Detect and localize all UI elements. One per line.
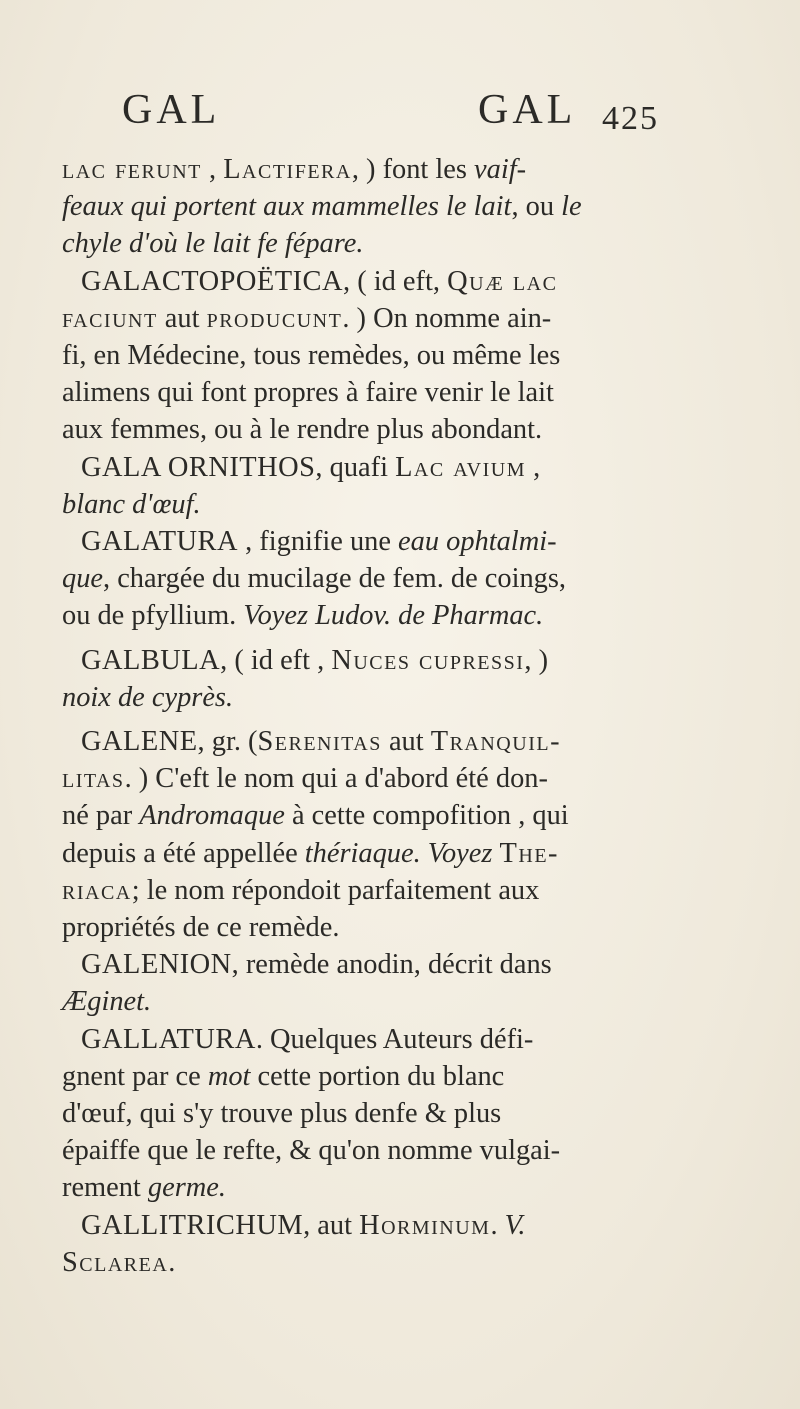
text-line [62,449,688,486]
text-line [62,760,688,797]
text-segment: , ) font les [351,154,475,185]
text-line [62,679,688,716]
headword: GALLITRICHUM [81,1209,304,1241]
text-segment: gnent par ce [62,1060,208,1092]
text-line [62,835,688,872]
text-segment: aut [381,726,431,758]
text-line [62,263,688,300]
text-segment: , ou [511,191,562,223]
text-segment: . ) C'eft le nom qui a d'abord été don- [124,763,548,795]
headword: GALENE [81,726,198,758]
text-line [62,983,688,1020]
text-segment: que [62,563,103,595]
page-number: 425 [602,100,659,137]
text-line [62,225,688,262]
text-segment: aut [157,302,207,334]
text-segment: , gr. ( [197,726,258,758]
text-segment: fi, en Médecine, tous remèdes, ou même les [62,340,561,372]
text-line [62,486,688,523]
headword: GALBULA [81,644,221,676]
text-segment: Nuces cupressi [331,644,525,676]
text-segment: propriétés de ce remède. [62,912,340,944]
dictionary-entry [62,723,688,946]
text-segment: d'œuf, qui s'y trouve plus denfe & plus [62,1098,502,1130]
text-segment: cette portion du blanc [250,1060,505,1092]
dictionary-entry [62,642,688,716]
text-segment: . [168,1246,176,1278]
text-line [62,1207,688,1244]
text-line [62,946,688,983]
text-segment: V. [504,1209,526,1241]
text-segment: feaux qui portent aux mammelles le lait [62,191,512,223]
text-segment: Æginet. [62,986,152,1018]
text-segment: Quæ lac [447,265,558,297]
text-line [62,1132,688,1169]
text-segment: , ) [524,644,549,676]
text-segment: rement [62,1172,148,1204]
text-segment: lac ferunt [62,154,202,185]
headword: GALA ORNITHOS [81,451,316,483]
text-segment: le [561,191,582,223]
text-segment: Sclarea [62,1246,169,1278]
text-segment: . Quelques Auteurs défi- [255,1023,534,1055]
text-segment: litas [62,763,125,795]
text-segment: ou de pfyllium. [62,600,244,632]
headword: GALACTOPOËTICA [81,265,343,297]
text-segment: chyle d'où le lait fe fépare. [62,228,364,260]
dictionary-entry [62,263,688,449]
text-segment: alimens qui font propres à faire venir le lait [62,377,554,409]
text-segment: , [201,154,224,185]
text-segment: Tranquil- [430,726,562,758]
text-segment: . ) On nomme ain- [342,302,552,334]
text-segment: Lactifera [223,154,352,185]
text-segment: , quafi [315,451,396,483]
text-segment: Voyez Ludov. de Pharmac. [243,600,544,632]
dictionary-entry [62,946,688,1020]
text-segment: Andromaque [139,800,285,832]
text-segment: , chargée du mucilage de fem. de coings, [103,563,567,595]
text-line [62,188,688,225]
text-segment: né par [62,800,140,832]
dictionary-entry [62,1021,688,1207]
running-head-right: GAL [478,87,577,133]
text-line [62,151,688,188]
dictionary-entry [62,449,688,523]
text-segment: , ( id eft, [343,265,448,297]
headword: GALLATURA [81,1023,256,1055]
text-line [62,1244,688,1281]
running-head [0,80,800,150]
text-segment: riaca [62,874,132,906]
text-segment: Lac avium [395,451,526,483]
text-segment: The- [499,837,560,869]
dictionary-entry [62,523,688,635]
text-segment: , [525,451,541,483]
text-segment [492,838,499,869]
text-line [62,1095,688,1132]
text-segment: , fignifie une [238,526,399,558]
text-segment: depuis a été appellée [62,837,305,869]
text-segment: germe. [147,1172,226,1204]
text-segment: , remède anodin, décrit dans [231,949,552,981]
text-line [62,1021,688,1058]
text-segment: . [490,1209,505,1241]
text-segment: thériaque. Voyez [304,837,493,869]
text-segment: aux femmes, ou à le rendre plus abondant. [62,414,543,446]
text-segment: noix de cyprès. [62,681,234,713]
text-line [62,1058,688,1095]
text-line [62,374,688,411]
text-segment: ; le nom répondoit parfaitement aux [131,874,540,906]
running-head-left: GAL [122,87,221,133]
headword: GALENION [81,949,232,981]
text-line [62,597,688,634]
text-segment: producunt [206,302,343,334]
text-segment: , aut [303,1209,360,1241]
dictionary-entry [62,1207,688,1281]
text-segment: à cette compofition , qui [284,800,569,832]
text-segment: mot [207,1060,251,1092]
text-segment: faciunt [62,302,158,334]
text-segment: vaif- [474,154,527,185]
text-segment: blanc d'œuf. [62,488,201,520]
text-line [62,1169,688,1206]
text-line [62,909,688,946]
text-line [62,723,688,760]
text-segment: Serenitas [257,726,382,758]
text-line [62,872,688,909]
text-segment: , ( id eft , [220,644,332,676]
text-line [62,642,688,679]
text-line [62,337,688,374]
headword: GALATURA [81,526,238,558]
dictionary-text [62,151,688,1281]
text-line [62,300,688,337]
dictionary-entry [62,151,688,263]
text-line [62,523,688,560]
text-line [62,411,688,448]
text-segment: épaiffe que le refte, & qu'on nomme vulgai- [62,1135,561,1167]
text-line [62,560,688,597]
text-segment: eau ophtalmi- [398,526,557,558]
text-segment: Horminum [359,1209,491,1241]
text-line [62,797,688,834]
